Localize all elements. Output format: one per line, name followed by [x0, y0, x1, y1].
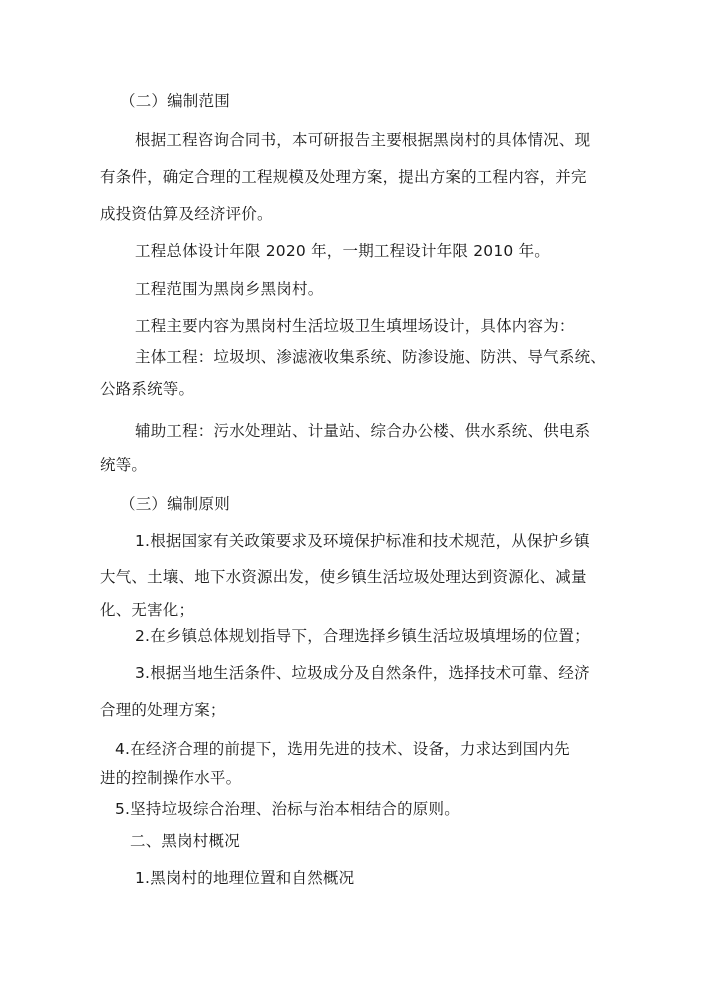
list-item: 2.在乡镇总体规划指导下，合理选择乡镇生活垃圾填埋场的位置； — [135, 627, 590, 645]
section-heading-scope: （二）编制范围 — [120, 92, 230, 110]
list-item-line: 合理的处理方案； — [100, 701, 226, 719]
paragraph-line: 主体工程：垃圾坝、渗滤液收集系统、防渗设施、防洪、导气系统、 — [135, 348, 607, 366]
paragraph-design-years: 工程总体设计年限 2020 年，一期工程设计年限 2010 年。 — [135, 242, 551, 260]
list-item-line: 进的控制操作水平。 — [100, 769, 242, 787]
subsection-heading-location: 1.黑岗村的地理位置和自然概况 — [135, 869, 355, 887]
paragraph-project-scope: 工程范围为黑岗乡黑岗村。 — [135, 280, 324, 298]
paragraph-line: 有条件，确定合理的工程规模及处理方案，提出方案的工程内容，并完 — [100, 168, 587, 186]
paragraph-line: 统等。 — [100, 456, 148, 474]
list-item-line: 4.在经济合理的前提下，选用先进的技术、设备，力求达到国内先 — [115, 740, 570, 758]
list-item: 5.坚持垃圾综合治理、治标与治本相结合的原则。 — [115, 800, 460, 818]
paragraph-main-content: 工程主要内容为黑岗村生活垃圾卫生填埋场设计，具体内容为： — [135, 317, 575, 335]
paragraph-line: 辅助工程：污水处理站、计量站、综合办公楼、供水系统、供电系 — [135, 422, 591, 440]
list-item-line: 1.根据国家有关政策要求及环境保护标准和技术规范，从保护乡镇 — [135, 532, 590, 550]
list-item-line: 3.根据当地生活条件、垃圾成分及自然条件，选择技术可靠、经济 — [135, 664, 590, 682]
section-heading-principles: （三）编制原则 — [120, 495, 230, 513]
paragraph-line: 公路系统等。 — [100, 380, 195, 398]
section-heading-village-overview: 二、黑岗村概况 — [130, 832, 240, 850]
list-item-line: 大气、土壤、地下水资源出发，使乡镇生活垃圾处理达到资源化、减量 — [100, 568, 587, 586]
paragraph-line: 成投资估算及经济评价。 — [100, 205, 273, 223]
paragraph-line: 根据工程咨询合同书，本可研报告主要根据黑岗村的具体情况、现 — [135, 131, 591, 149]
list-item-line: 化、无害化； — [100, 601, 195, 619]
